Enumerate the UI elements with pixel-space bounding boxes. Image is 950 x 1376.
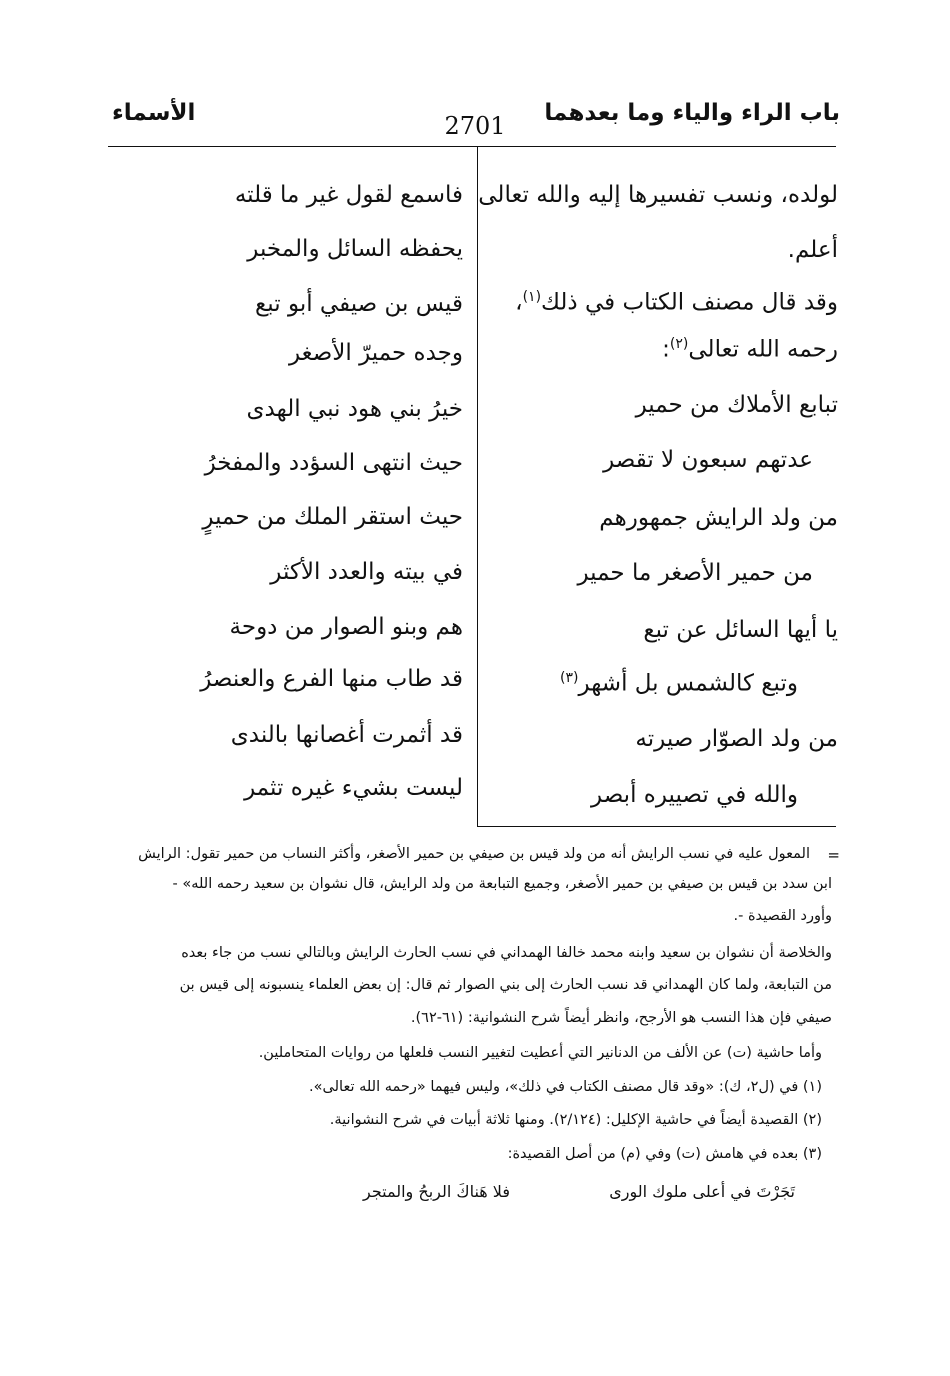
verse-line: خيرُ بني هود نبي الهدى <box>246 396 463 422</box>
footnote-ref: (٣) <box>560 670 579 686</box>
verse-line: يحفظه السائل والمخبر <box>247 236 463 262</box>
verse-line: تبابع الأملاك من حمير <box>635 392 838 418</box>
verse-line: من ولد الرايش جمهورهم <box>599 505 838 531</box>
text-line: لولده، ونسب تفسيرها إليه والله تعالى <box>478 182 838 208</box>
footnote-line: والخلاصة أن نشوان بن سعيد وابنه محمد خالفا الهمداني في نسب الحارث الرايش وبالتالي نسب من جاء بعده <box>181 945 832 961</box>
text-line-body: وتبع كالشمس بل أشهر <box>578 670 798 697</box>
footnote-3: (٣) بعده في هامش (ت) وفي (م) من أصل القصيدة: <box>507 1146 822 1162</box>
verse-line: قيس بن صيفي أبو تبع <box>255 291 463 317</box>
verse-line: وجده حميرّ الأصغر <box>288 340 463 366</box>
chapter-title: باب الراء والياء وما بعدهما <box>544 100 840 126</box>
verse-line: من حمير الأصغر ما حمير <box>577 560 813 586</box>
verse-line: قد طاب منها الفرع والعنصرُ <box>200 666 463 692</box>
text-line-body: وقد قال مصنف الكتاب في ذلك <box>541 289 838 316</box>
continuation-mark: = <box>827 846 840 864</box>
verse-line <box>560 670 798 697</box>
verse-line: والله في تصييره أبصر <box>591 782 798 808</box>
verse-line: فاسمع لقول غير ما قلته <box>234 182 463 208</box>
header-rule <box>108 146 836 147</box>
verse-line: في بيته والعدد الأكثر <box>270 559 463 585</box>
footnote-verse-right: تَجَرْتَ في أعلى ملوك الورى <box>609 1182 795 1201</box>
text-line: أعلم. <box>787 237 838 263</box>
footnote-line: من التبابعة، ولما كان الهمداني قد نسب الحارث إلى بني الصوار ثم قال: إن بعض العلماء ينسبونه إلى قيس بن <box>179 977 832 993</box>
footnote-ref: (٢) <box>669 336 689 352</box>
footnote-line: المعول عليه في نسب الرايش أنه من ولد قيس بن صيفي بن حمير الأصغر، وأكثر النساب من حمير تقول: الرايش <box>138 846 810 862</box>
footnote-line: وأورد القصيدة -. <box>733 908 832 924</box>
footnote-rule <box>477 826 836 827</box>
footnote-1: (١) في (ل٢، ك): «وقد قال مصنف الكتاب في ذلك»، وليس فيهما «رحمه الله تعالى». <box>309 1079 822 1095</box>
text-line-body: رحمه الله تعالى <box>688 336 838 363</box>
page-number: 2701 <box>444 112 506 140</box>
footnote-ref: (١) <box>522 289 542 305</box>
text-line <box>662 336 838 363</box>
column-divider <box>477 147 478 827</box>
verse-line: هم وبنو الصوار من دوحة <box>229 614 463 640</box>
verse-line: حيث استقر الملك من حميرٍ <box>202 504 463 530</box>
footnote-line: وأما حاشية (ت) عن الألف من الدنانير التي أعطيت لتغيير النسب فلعلها من روايات المتحاملين. <box>258 1045 822 1061</box>
verse-line: من ولد الصوّار صيرته <box>635 726 838 752</box>
section-title: الأسماء <box>112 100 196 126</box>
verse-line: عدتهم سبعون لا تقصر <box>603 447 813 473</box>
verse-line: ليست بشيء غيره تثمر <box>244 775 463 801</box>
footnote-line: ابن سدد بن قيس بن صيفي بن حمير الأصغر، وجميع التبابعة من ولد الرايش، قال نشوان بن سعيد رحمه الله» - <box>172 876 832 892</box>
text-line <box>515 289 838 316</box>
verse-line: قد أثمرت أغصانها بالندى <box>230 722 463 748</box>
punctuation: ، <box>515 289 523 316</box>
footnote-verse-left: فلا هَناكَ الربحُ والمتجر <box>363 1182 510 1201</box>
punctuation: : <box>662 336 670 363</box>
verse-line: حيث انتهى السؤدد والمفخرُ <box>204 450 463 476</box>
footnote-line: صيفي فإن هذا النسب هو الأرجح، وانظر أيضاً شرح النشوانية: (٦١-٦٢). <box>410 1010 832 1026</box>
verse-line: يا أيها السائل عن تبع <box>643 617 838 643</box>
footnote-2: (٢) القصيدة أيضاً في حاشية الإكليل: (٢/١٢٤). ومنها ثلاثة أبيات في شرح النشوانية. <box>329 1112 822 1128</box>
